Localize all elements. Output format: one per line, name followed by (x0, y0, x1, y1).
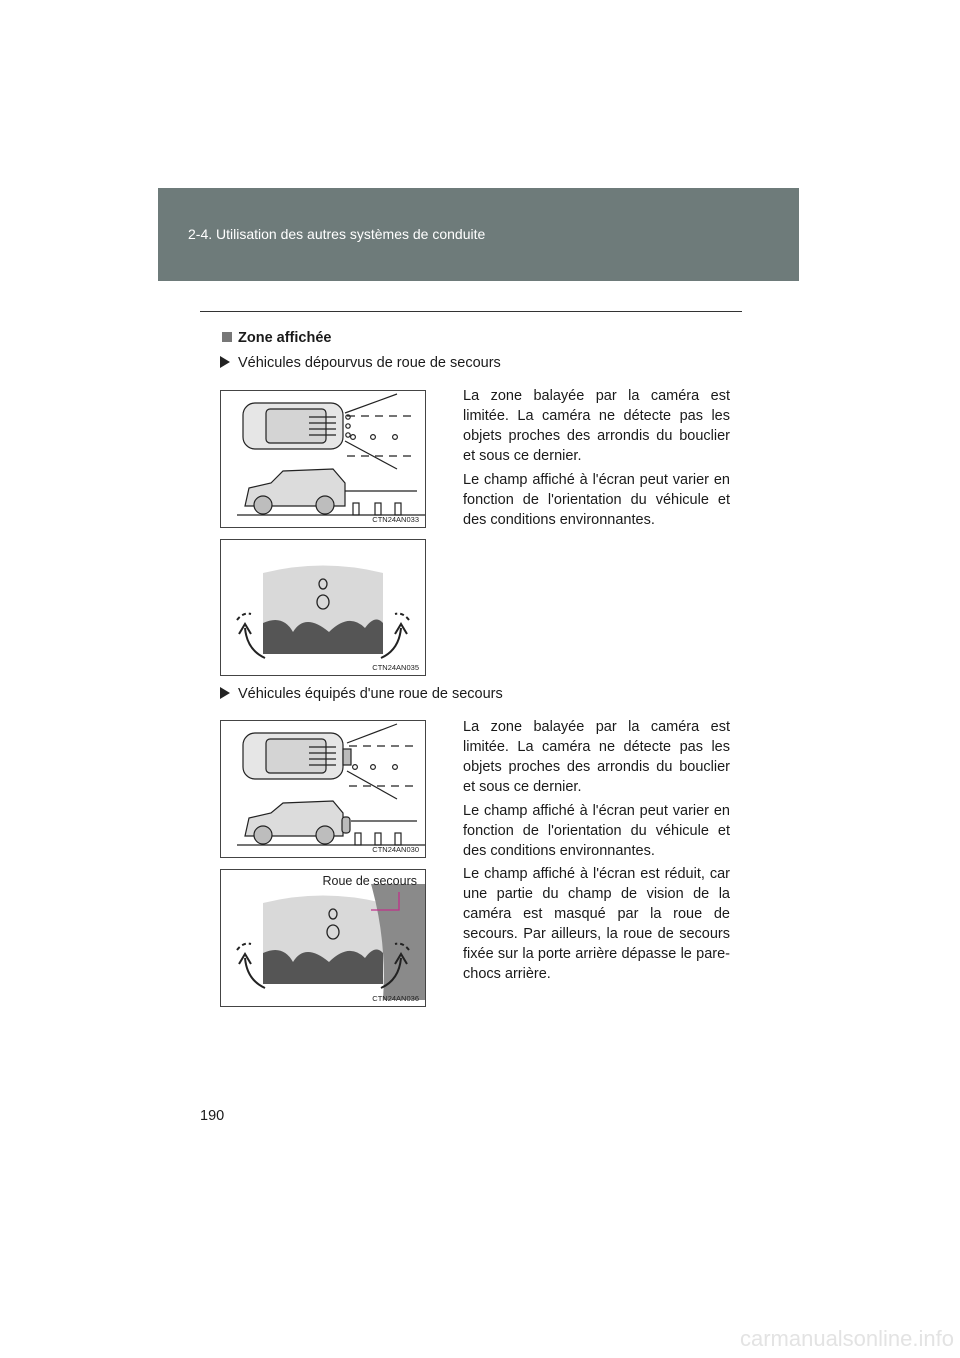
bullet-text: Véhicules dépourvus de roue de secours (238, 355, 501, 371)
section-title-text: Zone affichée (238, 330, 332, 346)
triangle-bullet-icon (220, 687, 230, 699)
figure-code: CTN24AN036 (372, 994, 419, 1003)
figure-screen-view (220, 539, 426, 676)
paragraph: Le champ affiché à l'écran est réduit, car une partie du champ de vision de la caméra est masqué par la roue de secours. Par ailleurs, la roue de secours fixée sur la porte arrière dépasse le pare-chocs arrière. (463, 866, 730, 982)
page-number: 190 (200, 1108, 225, 1124)
figure-code: CTN24AN033 (372, 515, 419, 524)
chapter-header (158, 188, 799, 281)
square-bullet-icon (222, 332, 232, 342)
paragraph: La zone balayée par la caméra est limitée. La caméra ne détecte pas les objets proches des arrondis du bouclier et sous ce dernier. (463, 388, 730, 464)
section-heading (222, 330, 331, 346)
chapter-title: 2-4. Utilisation des autres systèmes de conduite (188, 226, 486, 242)
triangle-bullet-icon (220, 356, 230, 368)
spare-wheel-callout: Roue de secours (322, 874, 417, 888)
watermark: carmanualsonline.info (739, 1326, 954, 1351)
figure-screen-view-spare (220, 869, 426, 1007)
bullet-with-spare (220, 686, 503, 702)
bullet-no-spare (220, 355, 501, 371)
figure-top-side-view-spare (220, 720, 426, 858)
paragraph: La zone balayée par la caméra est limitée. La caméra ne détecte pas les objets proches des arrondis du bouclier et sous ce dernier. (463, 719, 730, 795)
figure-code: CTN24AN030 (372, 845, 419, 854)
paragraph: Le champ affiché à l'écran peut varier en fonction de l'orientation du véhicule et des conditions environnantes. (463, 472, 730, 528)
header-rule (200, 311, 742, 312)
paragraph: Le champ affiché à l'écran peut varier en fonction de l'orientation du véhicule et des conditions environnantes. (463, 803, 730, 859)
bullet-text: Véhicules équipés d'une roue de secours (238, 686, 503, 702)
figure-code: CTN24AN035 (372, 663, 419, 672)
figure-top-side-view (220, 390, 426, 528)
